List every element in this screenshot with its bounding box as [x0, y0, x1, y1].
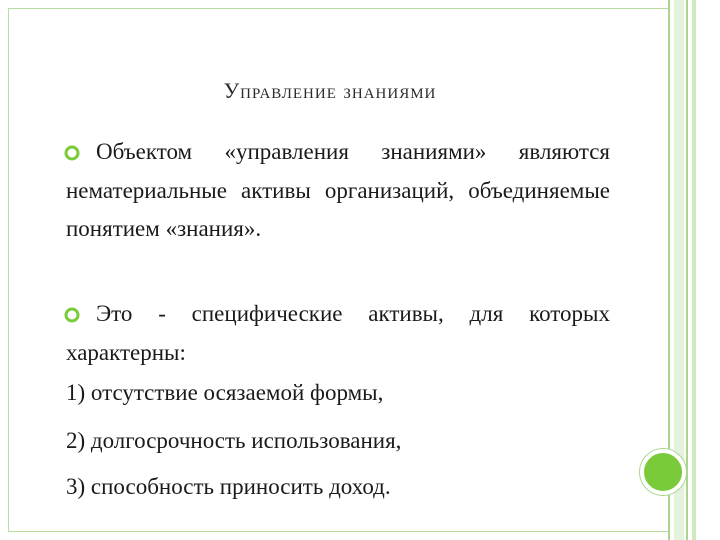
list-item: 3) способность приносить доход. — [66, 474, 391, 499]
list-item: 2) долгосрочность использования, — [66, 428, 402, 453]
decor-line — [686, 0, 688, 540]
bullet-text: Объектом «управления знаниями» являются нематериальные активы организаций, объединяемые понятием «знания». — [66, 139, 610, 241]
decor-band — [692, 0, 696, 540]
slide-title: Управление знаниями — [223, 78, 437, 103]
bullet-paragraph-2 — [66, 295, 610, 372]
ring-bullet-icon — [64, 145, 80, 161]
decorative-green-circle — [640, 449, 686, 495]
ring-bullet-icon — [64, 307, 80, 323]
bullet-text: Это - специфические активы, для которых характерны: — [66, 301, 610, 365]
bullet-paragraph-1 — [66, 133, 610, 249]
list-item: 1) отсутствие осязаемой формы, — [66, 380, 384, 405]
